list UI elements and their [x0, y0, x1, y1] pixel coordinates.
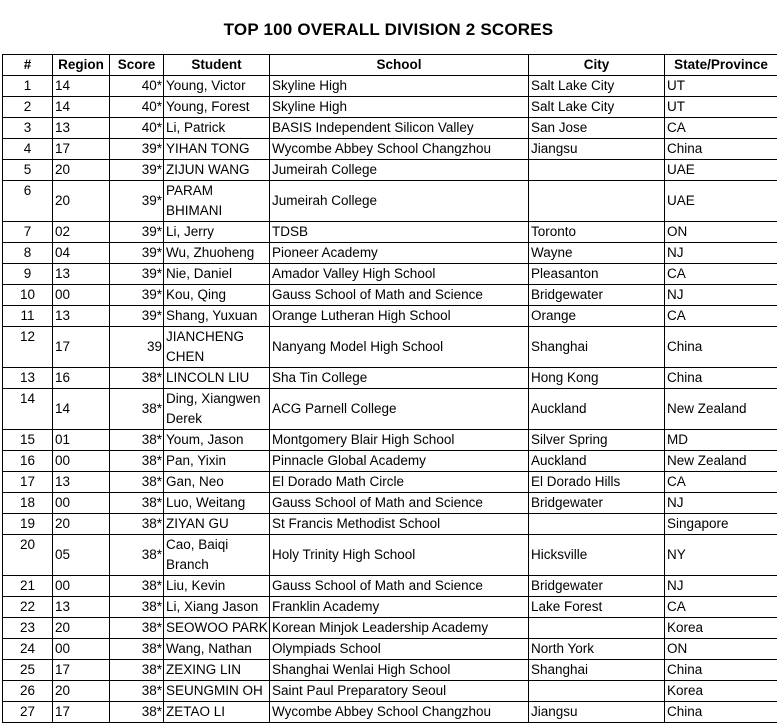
cell-school: TDSB: [270, 222, 529, 243]
table-row: [3, 597, 777, 618]
cell-score: 38*: [110, 660, 164, 681]
scores-table: [2, 54, 777, 723]
cell-school: Shanghai Wenlai High School: [270, 660, 529, 681]
cell-school: Gauss School of Math and Science: [270, 285, 529, 306]
cell-student: PARAM BHIMANI: [164, 181, 270, 222]
cell-state: UAE: [665, 160, 777, 181]
cell-school: Gauss School of Math and Science: [270, 576, 529, 597]
table-row: [3, 306, 777, 327]
cell-city: Salt Lake City: [529, 97, 665, 118]
cell-state: NJ: [665, 493, 777, 514]
cell-region: 00: [53, 639, 110, 660]
cell-num: 20: [3, 535, 53, 576]
cell-city: [529, 618, 665, 639]
cell-student: Nie, Daniel: [164, 264, 270, 285]
cell-state: Singapore: [665, 514, 777, 535]
table-row: [3, 76, 777, 97]
cell-state: ON: [665, 222, 777, 243]
cell-region: 13: [53, 597, 110, 618]
cell-student: Ding, Xiangwen Derek: [164, 389, 270, 430]
cell-school: Gauss School of Math and Science: [270, 493, 529, 514]
cell-score: 39*: [110, 264, 164, 285]
cell-city: Pleasanton: [529, 264, 665, 285]
cell-state: China: [665, 368, 777, 389]
cell-score: 38*: [110, 639, 164, 660]
cell-score: 40*: [110, 76, 164, 97]
cell-city: Auckland: [529, 451, 665, 472]
header-city: City: [529, 55, 665, 76]
cell-city: [529, 160, 665, 181]
cell-city: Hicksville: [529, 535, 665, 576]
cell-region: 14: [53, 389, 110, 430]
cell-student: Pan, Yixin: [164, 451, 270, 472]
cell-city: Salt Lake City: [529, 76, 665, 97]
cell-student: ZETAO LI: [164, 702, 270, 723]
table-row: [3, 160, 777, 181]
cell-state: Korea: [665, 681, 777, 702]
cell-student: Li, Xiang Jason: [164, 597, 270, 618]
header-score: Score: [110, 55, 164, 76]
cell-num: 21: [3, 576, 53, 597]
cell-school: Skyline High: [270, 97, 529, 118]
cell-state: MD: [665, 430, 777, 451]
cell-school: Sha Tin College: [270, 368, 529, 389]
table-header-row: [3, 55, 777, 76]
cell-school: Nanyang Model High School: [270, 327, 529, 368]
cell-num: 25: [3, 660, 53, 681]
header-student: Student: [164, 55, 270, 76]
cell-city: San Jose: [529, 118, 665, 139]
cell-state: China: [665, 660, 777, 681]
cell-score: 38*: [110, 472, 164, 493]
cell-student: Wang, Nathan: [164, 639, 270, 660]
cell-score: 38*: [110, 576, 164, 597]
cell-score: 39*: [110, 285, 164, 306]
table-row: [3, 222, 777, 243]
cell-school: Skyline High: [270, 76, 529, 97]
table-row: [3, 660, 777, 681]
cell-school: BASIS Independent Silicon Valley: [270, 118, 529, 139]
cell-student: Kou, Qing: [164, 285, 270, 306]
cell-num: 2: [3, 97, 53, 118]
table-row: [3, 493, 777, 514]
cell-city: [529, 514, 665, 535]
cell-student: SEOWOO PARK: [164, 618, 270, 639]
cell-score: 39*: [110, 222, 164, 243]
cell-region: 00: [53, 493, 110, 514]
table-row: [3, 243, 777, 264]
table-row: [3, 285, 777, 306]
cell-city: Shanghai: [529, 327, 665, 368]
cell-city: North York: [529, 639, 665, 660]
cell-region: 17: [53, 660, 110, 681]
cell-state: NJ: [665, 243, 777, 264]
cell-score: 39*: [110, 243, 164, 264]
cell-num: 6: [3, 181, 53, 222]
table-body: [3, 76, 777, 723]
cell-score: 38*: [110, 597, 164, 618]
cell-student: Youm, Jason: [164, 430, 270, 451]
table-row: [3, 264, 777, 285]
table-row: [3, 327, 777, 368]
cell-score: 38*: [110, 702, 164, 723]
cell-student: Young, Victor: [164, 76, 270, 97]
cell-state: NJ: [665, 576, 777, 597]
cell-student: Luo, Weitang: [164, 493, 270, 514]
cell-score: 38*: [110, 368, 164, 389]
cell-state: CA: [665, 264, 777, 285]
cell-state: CA: [665, 472, 777, 493]
cell-city: Orange: [529, 306, 665, 327]
cell-region: 13: [53, 306, 110, 327]
cell-num: 5: [3, 160, 53, 181]
cell-region: 16: [53, 368, 110, 389]
cell-region: 17: [53, 702, 110, 723]
cell-score: 39*: [110, 139, 164, 160]
cell-school: Wycombe Abbey School Changzhou: [270, 139, 529, 160]
cell-state: UT: [665, 76, 777, 97]
table-row: [3, 389, 777, 430]
cell-num: 13: [3, 368, 53, 389]
cell-score: 38*: [110, 535, 164, 576]
cell-num: 22: [3, 597, 53, 618]
cell-num: 14: [3, 389, 53, 430]
cell-state: NY: [665, 535, 777, 576]
cell-region: 17: [53, 139, 110, 160]
cell-num: 23: [3, 618, 53, 639]
cell-school: Pinnacle Global Academy: [270, 451, 529, 472]
cell-student: ZIYAN GU: [164, 514, 270, 535]
cell-num: 26: [3, 681, 53, 702]
cell-num: 12: [3, 327, 53, 368]
cell-score: 38*: [110, 451, 164, 472]
cell-student: Wu, Zhuoheng: [164, 243, 270, 264]
header-school: School: [270, 55, 529, 76]
cell-state: Korea: [665, 618, 777, 639]
header-state: State/Province: [665, 55, 777, 76]
cell-student: YIHAN TONG: [164, 139, 270, 160]
cell-school: Orange Lutheran High School: [270, 306, 529, 327]
cell-score: 40*: [110, 118, 164, 139]
table-row: [3, 368, 777, 389]
cell-state: NJ: [665, 285, 777, 306]
cell-score: 38*: [110, 389, 164, 430]
cell-student: Cao, Baiqi Branch: [164, 535, 270, 576]
cell-city: Bridgewater: [529, 285, 665, 306]
cell-num: 18: [3, 493, 53, 514]
cell-region: 02: [53, 222, 110, 243]
cell-region: 17: [53, 327, 110, 368]
cell-student: Shang, Yuxuan: [164, 306, 270, 327]
cell-region: 20: [53, 181, 110, 222]
cell-state: China: [665, 702, 777, 723]
cell-state: ON: [665, 639, 777, 660]
cell-num: 10: [3, 285, 53, 306]
cell-region: 04: [53, 243, 110, 264]
cell-student: Gan, Neo: [164, 472, 270, 493]
cell-num: 3: [3, 118, 53, 139]
cell-school: El Dorado Math Circle: [270, 472, 529, 493]
cell-score: 38*: [110, 618, 164, 639]
cell-city: Silver Spring: [529, 430, 665, 451]
cell-state: China: [665, 327, 777, 368]
cell-student: LINCOLN LIU: [164, 368, 270, 389]
cell-school: Amador Valley High School: [270, 264, 529, 285]
cell-state: New Zealand: [665, 451, 777, 472]
table-row: [3, 681, 777, 702]
cell-school: Olympiads School: [270, 639, 529, 660]
cell-num: 15: [3, 430, 53, 451]
table-row: [3, 181, 777, 222]
cell-region: 01: [53, 430, 110, 451]
cell-city: Jiangsu: [529, 702, 665, 723]
cell-region: 20: [53, 160, 110, 181]
cell-school: Jumeirah College: [270, 160, 529, 181]
cell-city: Toronto: [529, 222, 665, 243]
cell-city: Shanghai: [529, 660, 665, 681]
table-row: [3, 576, 777, 597]
cell-city: Jiangsu: [529, 139, 665, 160]
cell-school: Franklin Academy: [270, 597, 529, 618]
cell-region: 13: [53, 118, 110, 139]
table-row: [3, 139, 777, 160]
cell-student: Li, Patrick: [164, 118, 270, 139]
table-row: [3, 639, 777, 660]
cell-region: 14: [53, 76, 110, 97]
cell-num: 9: [3, 264, 53, 285]
cell-score: 39*: [110, 160, 164, 181]
cell-city: Bridgewater: [529, 576, 665, 597]
cell-student: JIANCHENG CHEN: [164, 327, 270, 368]
cell-school: Saint Paul Preparatory Seoul: [270, 681, 529, 702]
cell-num: 4: [3, 139, 53, 160]
table-row: [3, 118, 777, 139]
header-region: Region: [53, 55, 110, 76]
cell-school: Pioneer Academy: [270, 243, 529, 264]
table-row: [3, 97, 777, 118]
cell-student: Liu, Kevin: [164, 576, 270, 597]
table-row: [3, 430, 777, 451]
cell-city: Lake Forest: [529, 597, 665, 618]
cell-student: ZEXING LIN: [164, 660, 270, 681]
cell-school: Holy Trinity High School: [270, 535, 529, 576]
cell-city: Auckland: [529, 389, 665, 430]
cell-school: Montgomery Blair High School: [270, 430, 529, 451]
cell-region: 20: [53, 514, 110, 535]
cell-score: 40*: [110, 97, 164, 118]
cell-num: 7: [3, 222, 53, 243]
cell-num: 16: [3, 451, 53, 472]
cell-region: 00: [53, 576, 110, 597]
cell-city: [529, 181, 665, 222]
cell-num: 27: [3, 702, 53, 723]
cell-city: Hong Kong: [529, 368, 665, 389]
cell-region: 00: [53, 285, 110, 306]
cell-num: 24: [3, 639, 53, 660]
cell-state: New Zealand: [665, 389, 777, 430]
table-row: [3, 472, 777, 493]
cell-num: 17: [3, 472, 53, 493]
cell-school: St Francis Methodist School: [270, 514, 529, 535]
cell-num: 8: [3, 243, 53, 264]
cell-region: 20: [53, 681, 110, 702]
cell-region: 00: [53, 451, 110, 472]
cell-city: El Dorado Hills: [529, 472, 665, 493]
cell-score: 39: [110, 327, 164, 368]
table-row: [3, 702, 777, 723]
cell-region: 13: [53, 264, 110, 285]
cell-score: 38*: [110, 493, 164, 514]
cell-num: 11: [3, 306, 53, 327]
cell-student: ZIJUN WANG: [164, 160, 270, 181]
cell-state: China: [665, 139, 777, 160]
table-row: [3, 451, 777, 472]
cell-student: Young, Forest: [164, 97, 270, 118]
cell-num: 1: [3, 76, 53, 97]
cell-num: 19: [3, 514, 53, 535]
cell-school: ACG Parnell College: [270, 389, 529, 430]
cell-city: Bridgewater: [529, 493, 665, 514]
cell-city: [529, 681, 665, 702]
cell-student: SEUNGMIN OH: [164, 681, 270, 702]
cell-city: Wayne: [529, 243, 665, 264]
cell-score: 38*: [110, 430, 164, 451]
cell-region: 14: [53, 97, 110, 118]
table-row: [3, 535, 777, 576]
header-num: #: [3, 55, 53, 76]
cell-score: 38*: [110, 681, 164, 702]
cell-score: 38*: [110, 514, 164, 535]
cell-score: 39*: [110, 181, 164, 222]
cell-state: CA: [665, 306, 777, 327]
cell-state: CA: [665, 597, 777, 618]
table-row: [3, 618, 777, 639]
cell-state: CA: [665, 118, 777, 139]
cell-region: 20: [53, 618, 110, 639]
cell-region: 13: [53, 472, 110, 493]
page-title: TOP 100 OVERALL DIVISION 2 SCORES: [0, 20, 777, 40]
cell-student: Li, Jerry: [164, 222, 270, 243]
cell-state: UAE: [665, 181, 777, 222]
cell-school: Wycombe Abbey School Changzhou: [270, 702, 529, 723]
table-row: [3, 514, 777, 535]
cell-state: UT: [665, 97, 777, 118]
cell-school: Korean Minjok Leadership Academy: [270, 618, 529, 639]
cell-score: 39*: [110, 306, 164, 327]
cell-school: Jumeirah College: [270, 181, 529, 222]
cell-region: 05: [53, 535, 110, 576]
